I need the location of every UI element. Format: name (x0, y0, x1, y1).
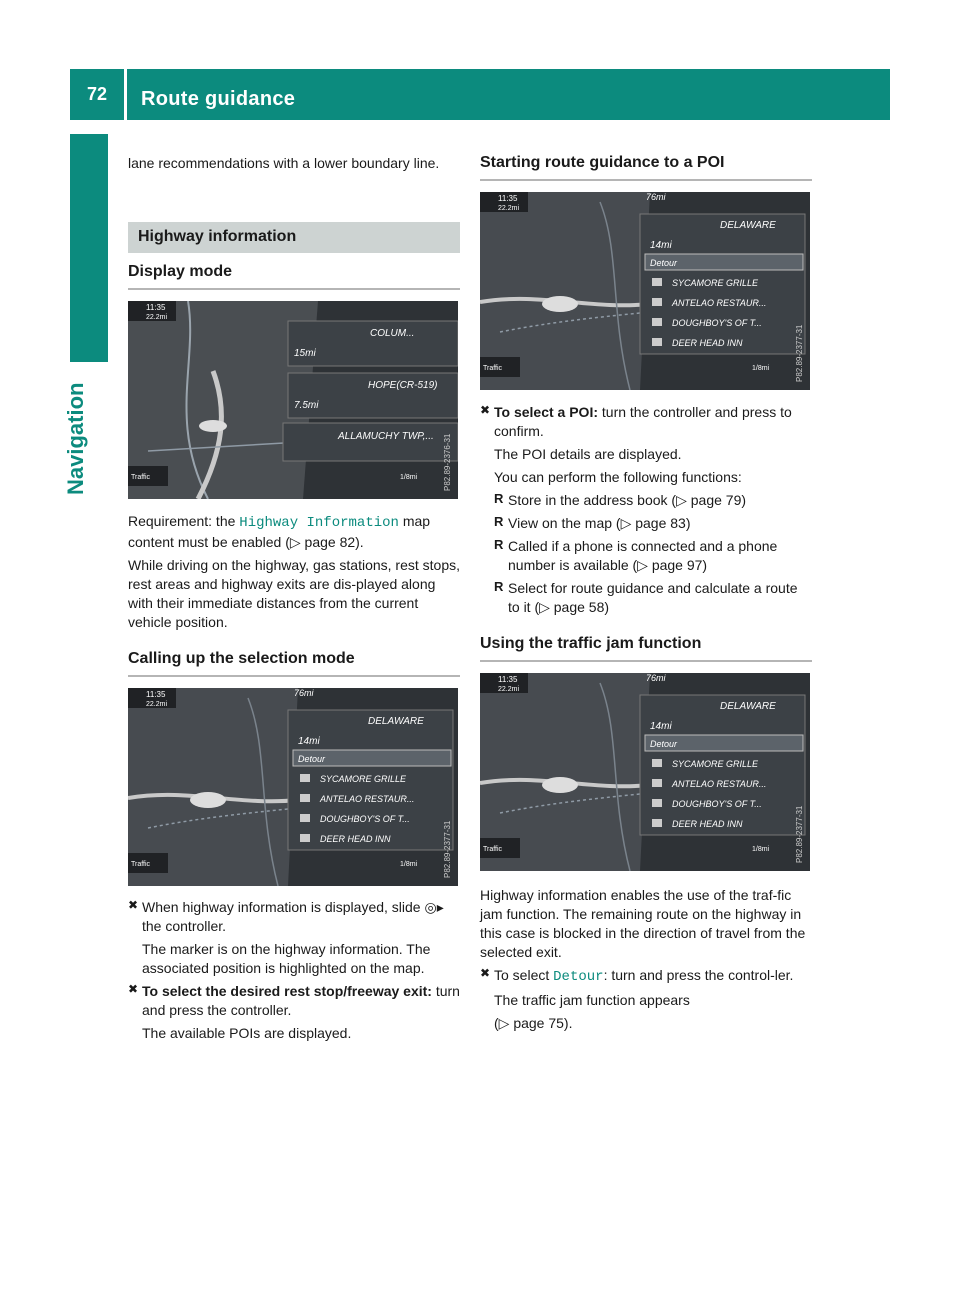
traffic-jam-body: Highway information enables the use of the traf-fic jam function. The remaining route on the highway in this case is blocked in the direction of travel from the selected exit. (480, 887, 806, 960)
screen-poi-item: ANTELAO RESTAUR... (672, 298, 767, 308)
intro-text: lane recommendations with a lower boundary line. (128, 155, 440, 171)
display-mode-screenshot (128, 301, 458, 499)
step-arrow-icon: ✖ (128, 898, 139, 912)
screen-code: P82.89-2377-31 (443, 820, 452, 878)
poi-bullet: R View on the map (▷ page 83) (494, 514, 691, 531)
selection-step-2: ✖ To select the desired rest stop/freeway exit: turn and press the controller. The available POIs are displayed. (128, 982, 460, 1041)
requirement-text: Requirement: the Highway Information map content must be enabled (▷ page 82). (128, 513, 431, 550)
highway-information-link: Highway Information (239, 515, 399, 531)
screen-time: 11:35 (146, 690, 166, 699)
selection-mode-heading: Calling up the selection mode (128, 650, 460, 677)
poi-screenshot (480, 192, 810, 390)
screen-poi-item: DEER HEAD INN (672, 819, 743, 829)
screen-detour: Detour (650, 739, 678, 749)
screen-exit-3: ALLAMUCHY TWP,... (338, 431, 434, 442)
screen-exit-1-dist: 15mi (294, 348, 316, 359)
selection-step-1: ✖ When highway information is displayed, slide ◎▸ the controller. The marker is on the highway information. The associated position is highlighted on the map. (128, 898, 460, 978)
screen-exit-name: DELAWARE (720, 701, 776, 712)
poi-bullet: R Called if a phone is connected and a phone number is available (▷ page 97) (494, 537, 778, 573)
poi-bullet: R Select for route guidance and calculate a route to it (▷ page 58) (494, 579, 798, 615)
screen-poi-item: SYCAMORE GRILLE (672, 759, 759, 769)
detour-link: Detour (553, 969, 604, 985)
page-number: 72 (86, 84, 108, 104)
screen-distance: 22.2mi (498, 205, 520, 212)
step-arrow-icon: ✖ (480, 403, 491, 417)
screen-traffic: Traffic (483, 846, 503, 853)
right-column (480, 154, 812, 1037)
screen-scale: 1/8mi (400, 861, 418, 868)
screen-poi-item: DOUGHBOY'S OF T... (320, 814, 410, 824)
poi-step: ✖ To select a POI: turn the controller and press to confirm. The POI details are displayed. You can perform the following functions: R Store in the address book (▷ page 79) R View on the map (▷ page 83) R Called if a phone is connected and a phone number is available (▷ page 97) R Select for route guidance and calculate a route to it (▷ page 58) (480, 403, 812, 617)
selection-mode-screenshot (128, 688, 458, 886)
header-separator (124, 69, 127, 120)
screen-detour: Detour (298, 754, 326, 764)
selection-step-2-result: The available POIs are displayed. (142, 1025, 352, 1041)
step-arrow-icon: ✖ (128, 982, 139, 996)
screen-exit-dist: 14mi (650, 240, 672, 251)
screen-poi-item: SYCAMORE GRILLE (320, 774, 407, 784)
traffic-jam-step: ✖ To select Detour: turn and press the control-ler. The traffic jam function appears (▷ page 75). (480, 966, 812, 1033)
screen-exit-name: DELAWARE (368, 716, 424, 727)
screen-scale: 1/8mi (400, 474, 418, 481)
screen-poi-item: DOUGHBOY'S OF T... (672, 799, 762, 809)
screen-poi-item: DEER HEAD INN (672, 338, 743, 348)
poi-bullet: R Store in the address book (▷ page 79) (494, 491, 747, 508)
screen-exit-dist: 14mi (650, 721, 672, 732)
screen-poi-item: ANTELAO RESTAUR... (672, 779, 767, 789)
side-tab-label: Navigation (63, 382, 88, 495)
traffic-jam-result-1: The traffic jam function appears (494, 992, 690, 1008)
traffic-jam-screenshot (480, 673, 810, 871)
traffic-jam-result-2: (▷ page 75). (494, 1015, 573, 1031)
step-arrow-icon: ✖ (480, 966, 491, 980)
screen-scale: 1/8mi (752, 846, 770, 853)
chapter-title: Route guidance (141, 88, 296, 110)
side-tab-marker (70, 134, 108, 362)
screen-exit-2-dist: 7.5mi (294, 400, 319, 411)
screen-top-dist: 76mi (646, 192, 666, 202)
screen-distance: 22.2mi (146, 701, 168, 708)
screen-poi-item: DOUGHBOY'S OF T... (672, 318, 762, 328)
screen-top-dist: 76mi (294, 688, 314, 698)
screen-poi-item: ANTELAO RESTAUR... (320, 794, 415, 804)
controller-slide-icon: ◎▸ (424, 899, 444, 915)
screen-traffic: Traffic (483, 365, 503, 372)
screen-code: P82.89-2377-31 (795, 324, 804, 382)
screen-time: 11:35 (146, 303, 166, 312)
screen-detour: Detour (650, 258, 678, 268)
screen-scale: 1/8mi (752, 365, 770, 372)
screen-exit-dist: 14mi (298, 736, 320, 747)
left-column (128, 154, 460, 1047)
screen-poi-item: DEER HEAD INN (320, 834, 391, 844)
screen-traffic: Traffic (131, 861, 151, 868)
screen-exit-2: HOPE(CR-519) (368, 380, 438, 391)
screen-code: P82.89-2377-31 (795, 805, 804, 863)
screen-traffic: Traffic (131, 474, 151, 481)
display-mode-heading: Display mode (128, 263, 460, 290)
poi-result-1: The POI details are displayed. (494, 446, 682, 462)
screen-time: 11:35 (498, 194, 518, 203)
screen-top-dist: 76mi (646, 673, 666, 683)
section-heading: Highway information (128, 222, 460, 253)
screen-time: 11:35 (498, 675, 518, 684)
screen-distance: 22.2mi (498, 686, 520, 693)
display-mode-body: While driving on the highway, gas stations, rest stops, rest areas and highway exits are dis-played along with their immediate distances from the current vehicle position. (128, 557, 461, 630)
screen-exit-1: COLUM... (370, 328, 415, 339)
poi-result-2: You can perform the following functions: (494, 469, 742, 485)
selection-step-1-result: The marker is on the highway information. The associated position is highlighted on the map. (142, 941, 431, 976)
screen-exit-name: DELAWARE (720, 220, 776, 231)
poi-heading: Starting route guidance to a POI (480, 154, 812, 181)
screen-poi-item: SYCAMORE GRILLE (672, 278, 759, 288)
screen-distance: 22.2mi (146, 314, 168, 321)
screen-code: P82.89-2376-31 (443, 433, 452, 491)
traffic-jam-heading: Using the traffic jam function (480, 635, 812, 662)
